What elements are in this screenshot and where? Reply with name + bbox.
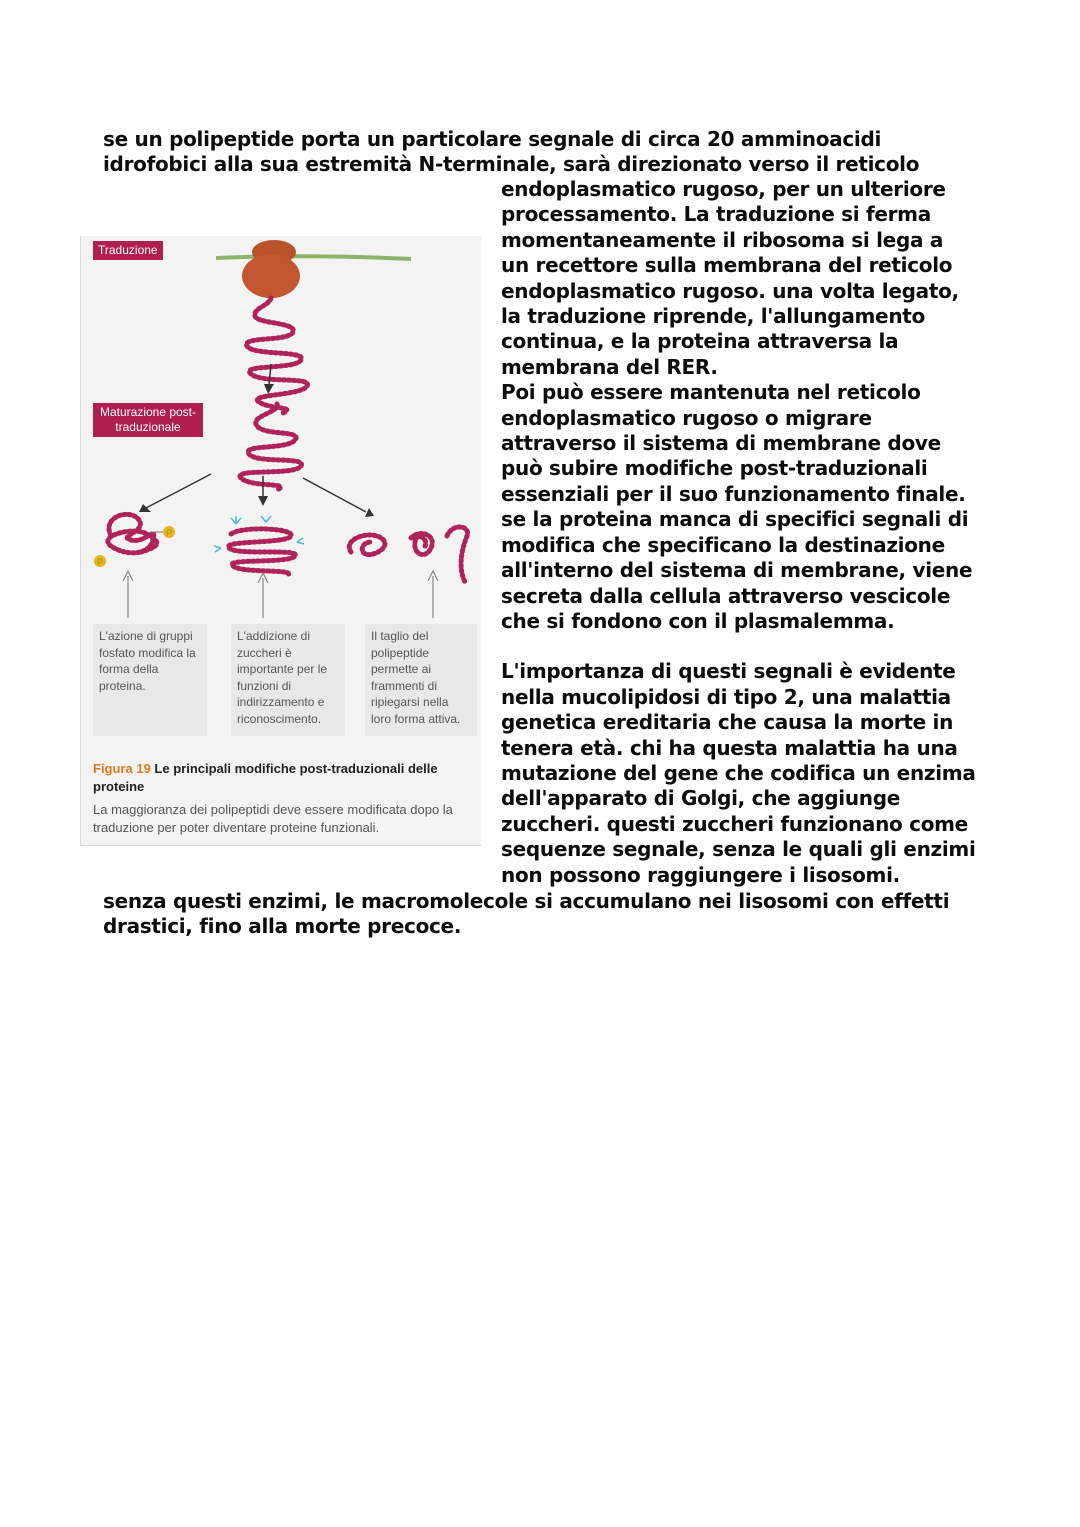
arrow-left-icon: [139, 504, 151, 512]
mrna-strand: [216, 256, 411, 259]
tag-translation: Traduzione: [93, 241, 163, 260]
cleaved-fragment-1: [349, 535, 385, 555]
paragraph-mucolipidosis: L'importanza di questi segnali è evidente nella mucolipidosi di tipo 2, una malattia genetica ereditaria che causa la morte in tenera età. chi ha questa malattia ha una mutazione del gene che codifica un enzima dell'apparato di Golgi, che aggiunge zuccheri. questi zuccheri funzionano come sequenze segnale, senza le quali gli enzimi non possono raggiungere i lisosomi.: [501, 659, 976, 887]
svg-text:P: P: [96, 557, 104, 567]
caption-cleavage: Il taglio del polipeptide permette ai frammenti di ripiegarsi nella loro forma attiva.: [365, 624, 477, 736]
right-column-text: [501, 177, 976, 888]
figure-title: [93, 760, 473, 796]
maturing-chain: [240, 404, 302, 490]
figure-description: La maggioranza dei polipeptidi deve essere modificata dopo la traduzione per poter diventare proteine funzionali.: [93, 802, 453, 835]
caption-sugars: L'addizione di zuccheri è importante per le funzioni di indirizzamento e riconoscimento.: [231, 624, 345, 736]
text-line-1: se un polipeptide porta un particolare segnale di circa 20 amminoacidi: [103, 127, 882, 151]
caption-phosphate: L'azione di gruppi fosfato modifica la forma della proteina.: [93, 624, 207, 736]
text-line-2: idrofobici alla sua estremità N-terminale, sarà direzionato verso il reticolo: [103, 152, 920, 176]
text-bottom-1: senza questi enzimi, le macromolecole si accumulano nei lisosomi con effetti: [103, 889, 950, 913]
phosphorylated-protein: [108, 514, 157, 553]
paragraph-translation: endoplasmatico rugoso, per un ulteriore processamento. La traduzione si ferma momentaneamente il ribosoma si lega a un recettore sulla membrana del reticolo endoplasmatico rugoso. una volta legato, la traduzione riprende, l'allungamento continua, e la proteina attraversa la membrana del RER.: [501, 177, 959, 379]
figure-post-translational: [80, 236, 481, 846]
cleaved-fragment-3: [447, 527, 468, 582]
arrow-down-icon: [264, 384, 274, 394]
figure-title-text: Le principali modifiche post-traduzionali delle proteine: [93, 761, 438, 794]
polypeptide-chain: [246, 298, 307, 414]
tag-maturation: Maturazione post-traduzionale: [93, 403, 203, 437]
glycosylated-protein: [228, 529, 295, 576]
text-bottom-2: drastici, fino alla morte precoce.: [103, 914, 462, 938]
ribosome-icon: [242, 254, 300, 298]
svg-text:P: P: [165, 528, 173, 538]
figure-number: Figura 19: [93, 761, 151, 776]
paragraph-modification: Poi può essere mantenuta nel reticolo endoplasmatico rugoso o migrare attraverso il sistema di membrane dove può subire modifiche post-traduzionali essenziali per il suo funzionamento finale. se la proteina manca di specifici segnali di modifica che specificano la destinazione all'interno del sistema di membrane, viene secreta dalla cellula attraverso vescicole che si fondono con il plasmalemma.: [501, 380, 973, 633]
arrow-center-icon: [258, 496, 268, 506]
arrow-right-icon: [365, 508, 374, 517]
cleaved-fragment-2: [411, 533, 432, 554]
